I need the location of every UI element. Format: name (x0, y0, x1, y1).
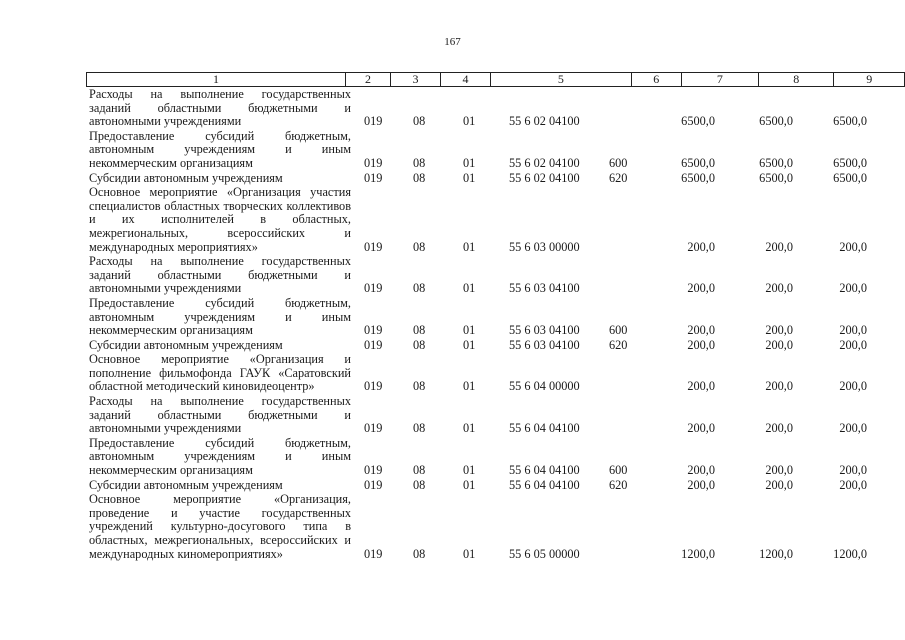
row-amount-col9: 6500,0 (833, 155, 867, 170)
row-section: 08 (413, 239, 426, 254)
row-amount-col7: 200,0 (687, 421, 715, 436)
row-section: 08 (413, 546, 426, 561)
row-expense-type: 620 (609, 170, 628, 185)
row-section: 08 (413, 463, 426, 478)
row-admin-code: 019 (364, 421, 383, 436)
row-section: 08 (413, 170, 426, 185)
row-section: 08 (413, 337, 426, 352)
row-admin-code: 019 (364, 281, 383, 296)
table-row (0, 172, 905, 186)
header-col-1: 1 (87, 73, 346, 87)
row-amount-col7: 200,0 (687, 239, 715, 254)
row-description: Субсидии автономным учреждениям (89, 170, 283, 185)
row-section: 08 (413, 114, 426, 129)
row-amount-col9: 200,0 (839, 239, 867, 254)
row-amount-col9: 200,0 (839, 323, 867, 338)
row-target-article: 55 6 03 04100 (509, 281, 580, 296)
row-subsection: 01 (463, 323, 476, 338)
row-amount-col8: 200,0 (765, 421, 793, 436)
row-subsection: 01 (463, 379, 476, 394)
table-row (0, 437, 905, 478)
row-amount-col9: 200,0 (839, 477, 867, 492)
row-amount-col7: 200,0 (687, 463, 715, 478)
row-description: Расходы на выполнение государственных заданий областными бюджетными и автономными учреждениями (89, 394, 351, 436)
row-subsection: 01 (463, 155, 476, 170)
row-admin-code: 019 (364, 379, 383, 394)
row-subsection: 01 (463, 546, 476, 561)
row-description: Субсидии автономным учреждениям (89, 477, 283, 492)
header-col-8: 8 (759, 73, 834, 87)
header-col-5: 5 (491, 73, 632, 87)
row-amount-col7: 6500,0 (681, 170, 715, 185)
table-row (0, 339, 905, 353)
table-body (0, 88, 905, 562)
row-target-article: 55 6 03 00000 (509, 239, 580, 254)
column-header-row (86, 72, 905, 87)
row-admin-code: 019 (364, 170, 383, 185)
row-expense-type: 620 (609, 477, 628, 492)
row-amount-col9: 6500,0 (833, 114, 867, 129)
row-admin-code: 019 (364, 114, 383, 129)
header-col-6: 6 (631, 73, 681, 87)
row-section: 08 (413, 281, 426, 296)
row-amount-col8: 200,0 (765, 337, 793, 352)
row-target-article: 55 6 04 04100 (509, 477, 580, 492)
row-description: Предоставление субсидий бюджетным, автономным учреждениям и иным некоммерческим организациям (89, 295, 351, 338)
row-section: 08 (413, 379, 426, 394)
row-amount-col9: 1200,0 (833, 546, 867, 561)
header-col-2: 2 (345, 73, 390, 87)
table-row (0, 130, 905, 171)
row-target-article: 55 6 02 04100 (509, 114, 580, 129)
row-section: 08 (413, 421, 426, 436)
table-row (0, 395, 905, 436)
page-number: 167 (444, 36, 461, 48)
row-subsection: 01 (463, 463, 476, 478)
table-row (0, 479, 905, 493)
row-amount-col8: 6500,0 (759, 170, 793, 185)
row-description: Расходы на выполнение государственных заданий областными бюджетными и автономными учреждениями (89, 87, 351, 129)
row-target-article: 55 6 04 04100 (509, 421, 580, 436)
row-description: Основное мероприятие «Организация, проведение и участие государственных учреждений культурно-досугового типа в областных, межрегиональных, всероссийских и международных киномероприятиях» (89, 492, 351, 561)
row-description: Предоставление субсидий бюджетным, автономным учреждениям и иным некоммерческим организациям (89, 128, 351, 170)
row-admin-code: 019 (364, 477, 383, 492)
row-target-article: 55 6 03 04100 (509, 337, 580, 352)
row-amount-col7: 200,0 (687, 477, 715, 492)
row-amount-col8: 200,0 (765, 379, 793, 394)
row-amount-col8: 200,0 (765, 239, 793, 254)
row-admin-code: 019 (364, 239, 383, 254)
row-section: 08 (413, 477, 426, 492)
row-subsection: 01 (463, 477, 476, 492)
row-description: Основное мероприятие «Организация участия специалистов областных творческих коллективов и их исполнителей в областных, межрегиональных, всероссийских и международных мероприятиях» (89, 185, 351, 254)
row-admin-code: 019 (364, 323, 383, 338)
row-amount-col9: 6500,0 (833, 170, 867, 185)
row-description: Основное мероприятие «Организация и пополнение фильмофонда ГАУК «Саратовский областной методический киновидеоцентр» (89, 352, 351, 394)
row-amount-col7: 200,0 (687, 379, 715, 394)
row-amount-col7: 200,0 (687, 281, 715, 296)
row-amount-col9: 200,0 (839, 421, 867, 436)
table-row (0, 186, 905, 254)
row-subsection: 01 (463, 337, 476, 352)
row-amount-col7: 1200,0 (681, 546, 715, 561)
row-section: 08 (413, 323, 426, 338)
row-amount-col7: 6500,0 (681, 155, 715, 170)
row-target-article: 55 6 03 04100 (509, 323, 580, 338)
row-amount-col7: 200,0 (687, 323, 715, 338)
row-target-article: 55 6 04 00000 (509, 379, 580, 394)
table-row (0, 353, 905, 394)
row-amount-col9: 200,0 (839, 379, 867, 394)
table-row (0, 297, 905, 338)
header-col-9: 9 (834, 73, 905, 87)
row-subsection: 01 (463, 421, 476, 436)
row-admin-code: 019 (364, 463, 383, 478)
row-amount-col8: 200,0 (765, 477, 793, 492)
row-amount-col7: 200,0 (687, 337, 715, 352)
row-subsection: 01 (463, 281, 476, 296)
header-col-7: 7 (681, 73, 758, 87)
row-amount-col8: 200,0 (765, 463, 793, 478)
row-admin-code: 019 (364, 337, 383, 352)
table-row (0, 493, 905, 561)
row-expense-type: 600 (609, 155, 628, 170)
row-subsection: 01 (463, 170, 476, 185)
table-row (0, 88, 905, 129)
row-expense-type: 620 (609, 337, 628, 352)
row-description: Предоставление субсидий бюджетным, автономным учреждениям и иным некоммерческим организациям (89, 435, 351, 478)
row-amount-col9: 200,0 (839, 463, 867, 478)
row-amount-col8: 200,0 (765, 281, 793, 296)
row-amount-col8: 6500,0 (759, 114, 793, 129)
row-target-article: 55 6 02 04100 (509, 155, 580, 170)
row-amount-col7: 6500,0 (681, 114, 715, 129)
row-target-article: 55 6 05 00000 (509, 546, 580, 561)
row-amount-col8: 6500,0 (759, 155, 793, 170)
header-col-4: 4 (441, 73, 491, 87)
row-target-article: 55 6 04 04100 (509, 463, 580, 478)
table-row (0, 255, 905, 296)
row-description: Субсидии автономным учреждениям (89, 337, 283, 352)
header-col-3: 3 (391, 73, 441, 87)
row-expense-type: 600 (609, 463, 628, 478)
row-subsection: 01 (463, 239, 476, 254)
row-admin-code: 019 (364, 155, 383, 170)
row-expense-type: 600 (609, 323, 628, 338)
row-target-article: 55 6 02 04100 (509, 170, 580, 185)
row-amount-col9: 200,0 (839, 337, 867, 352)
row-description: Расходы на выполнение государственных заданий областными бюджетными и автономными учреждениями (89, 254, 351, 296)
row-amount-col8: 200,0 (765, 323, 793, 338)
row-section: 08 (413, 155, 426, 170)
row-amount-col9: 200,0 (839, 281, 867, 296)
row-subsection: 01 (463, 114, 476, 129)
row-amount-col8: 1200,0 (759, 546, 793, 561)
row-admin-code: 019 (364, 546, 383, 561)
